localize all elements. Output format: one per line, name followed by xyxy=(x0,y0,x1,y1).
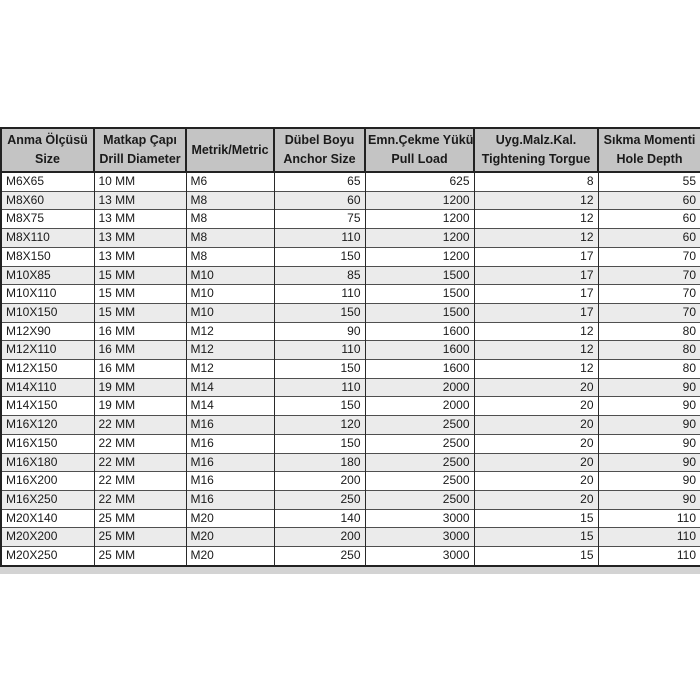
table-cell: 20 xyxy=(474,472,598,491)
table-cell: 120 xyxy=(274,416,365,435)
column-header-tightening-torque xyxy=(474,128,598,172)
table-row xyxy=(1,266,700,285)
table-cell: 20 xyxy=(474,434,598,453)
table-row xyxy=(1,472,700,491)
table-cell: M14 xyxy=(186,397,274,416)
table-cell: M6 xyxy=(186,172,274,191)
table-cell: 20 xyxy=(474,490,598,509)
table-row xyxy=(1,397,700,416)
table-cell: 25 MM xyxy=(94,528,186,547)
table-cell: 1500 xyxy=(365,285,474,304)
table-cell: 13 MM xyxy=(94,191,186,210)
table-cell: 3000 xyxy=(365,528,474,547)
table-cell: 13 MM xyxy=(94,229,186,248)
table-cell: M8 xyxy=(186,210,274,229)
table-row xyxy=(1,528,700,547)
table-row xyxy=(1,191,700,210)
table-cell: 110 xyxy=(598,547,700,566)
table-cell: 8 xyxy=(474,172,598,191)
table-row xyxy=(1,360,700,379)
table-cell: 22 MM xyxy=(94,416,186,435)
table-row xyxy=(1,547,700,566)
table-cell: 65 xyxy=(274,172,365,191)
table-cell: 60 xyxy=(274,191,365,210)
table-cell: 1200 xyxy=(365,247,474,266)
table-cell: 70 xyxy=(598,247,700,266)
table-cell: M12 xyxy=(186,360,274,379)
header-line-en: Drill Diameter xyxy=(99,152,181,166)
table-cell: 1600 xyxy=(365,341,474,360)
table-cell: 2500 xyxy=(365,434,474,453)
table-cell: 80 xyxy=(598,341,700,360)
column-header-size xyxy=(1,128,94,172)
table-cell: 1500 xyxy=(365,266,474,285)
table-cell: 15 MM xyxy=(94,285,186,304)
table-cell: 17 xyxy=(474,247,598,266)
table-cell: M20 xyxy=(186,547,274,566)
table-row xyxy=(1,210,700,229)
table-cell: M20X200 xyxy=(1,528,94,547)
table-cell: 55 xyxy=(598,172,700,191)
table-cell: 20 xyxy=(474,397,598,416)
table-cell: M20X140 xyxy=(1,509,94,528)
table-cell: 110 xyxy=(598,528,700,547)
table-cell: 80 xyxy=(598,322,700,341)
table-cell: 16 MM xyxy=(94,322,186,341)
header-line-tr: Anma Ölçüsü xyxy=(7,133,88,148)
table-row xyxy=(1,303,700,322)
table-row xyxy=(1,509,700,528)
table-cell: 90 xyxy=(598,453,700,472)
header-line-tr: Uyg.Malz.Kal. xyxy=(495,133,577,148)
table-cell: 140 xyxy=(274,509,365,528)
table-cell: M10X85 xyxy=(1,266,94,285)
header-line-en: Tightening Torgue xyxy=(481,152,591,166)
table-cell: 15 xyxy=(474,509,598,528)
table-cell: 110 xyxy=(274,285,365,304)
table-cell: 15 MM xyxy=(94,303,186,322)
table-cell: M12X110 xyxy=(1,341,94,360)
table-cell: M10 xyxy=(186,266,274,285)
table-cell: 3000 xyxy=(365,509,474,528)
table-cell: 25 MM xyxy=(94,547,186,566)
table-cell: 20 xyxy=(474,453,598,472)
table-cell: 1200 xyxy=(365,229,474,248)
table-cell: M10X110 xyxy=(1,285,94,304)
column-header-pull-load xyxy=(365,128,474,172)
table-cell: 22 MM xyxy=(94,434,186,453)
header-row xyxy=(1,128,700,172)
spec-table-container xyxy=(0,127,700,574)
table-cell: M8 xyxy=(186,191,274,210)
table-cell: 17 xyxy=(474,285,598,304)
table-cell: 22 MM xyxy=(94,453,186,472)
table-row xyxy=(1,453,700,472)
table-row xyxy=(1,247,700,266)
table-cell: M14X150 xyxy=(1,397,94,416)
table-cell: 1200 xyxy=(365,191,474,210)
header-line-tr: Sıkma Momenti xyxy=(603,133,696,148)
table-cell: M16X250 xyxy=(1,490,94,509)
table-cell: M8X60 xyxy=(1,191,94,210)
table-cell: 12 xyxy=(474,229,598,248)
table-cell: 1200 xyxy=(365,210,474,229)
table-cell: 12 xyxy=(474,191,598,210)
table-cell: 15 MM xyxy=(94,266,186,285)
table-cell: 110 xyxy=(274,341,365,360)
header-line-en: Hole Depth xyxy=(616,152,683,166)
table-cell: 1500 xyxy=(365,303,474,322)
table-cell: M12 xyxy=(186,322,274,341)
table-cell: 110 xyxy=(274,229,365,248)
table-cell: 150 xyxy=(274,360,365,379)
table-cell: 90 xyxy=(274,322,365,341)
table-cell: 15 xyxy=(474,528,598,547)
table-cell: M16 xyxy=(186,434,274,453)
table-cell: M12X150 xyxy=(1,360,94,379)
table-cell: 10 MM xyxy=(94,172,186,191)
table-cell: 12 xyxy=(474,341,598,360)
table-cell: 16 MM xyxy=(94,360,186,379)
table-cell: 3000 xyxy=(365,547,474,566)
table-cell: 250 xyxy=(274,490,365,509)
table-bottom-shadow xyxy=(0,567,700,574)
table-row xyxy=(1,285,700,304)
column-header-anchor-size xyxy=(274,128,365,172)
table-cell: M10 xyxy=(186,303,274,322)
table-cell: 22 MM xyxy=(94,490,186,509)
table-row xyxy=(1,229,700,248)
table-cell: M10X150 xyxy=(1,303,94,322)
table-cell: M16X120 xyxy=(1,416,94,435)
table-cell: M8X75 xyxy=(1,210,94,229)
table-cell: 180 xyxy=(274,453,365,472)
table-cell: 17 xyxy=(474,303,598,322)
table-cell: M14 xyxy=(186,378,274,397)
table-cell: 2000 xyxy=(365,378,474,397)
table-cell: 110 xyxy=(274,378,365,397)
table-cell: 20 xyxy=(474,378,598,397)
table-cell: 90 xyxy=(598,416,700,435)
header-line-tr: Dübel Boyu xyxy=(284,133,355,148)
table-cell: M16 xyxy=(186,490,274,509)
table-cell: 70 xyxy=(598,303,700,322)
table-cell: 13 MM xyxy=(94,210,186,229)
table-cell: 200 xyxy=(274,528,365,547)
table-cell: M8 xyxy=(186,229,274,248)
table-cell: 2500 xyxy=(365,416,474,435)
table-cell: M16 xyxy=(186,416,274,435)
table-cell: 80 xyxy=(598,360,700,379)
table-cell: M8X110 xyxy=(1,229,94,248)
table-cell: 2500 xyxy=(365,453,474,472)
table-row xyxy=(1,434,700,453)
table-cell: M8X150 xyxy=(1,247,94,266)
table-cell: 60 xyxy=(598,191,700,210)
table-cell: 85 xyxy=(274,266,365,285)
table-cell: 90 xyxy=(598,472,700,491)
table-cell: 19 MM xyxy=(94,397,186,416)
table-cell: M16X200 xyxy=(1,472,94,491)
table-cell: 75 xyxy=(274,210,365,229)
table-cell: 90 xyxy=(598,490,700,509)
table-row xyxy=(1,490,700,509)
table-cell: 1600 xyxy=(365,322,474,341)
table-cell: 12 xyxy=(474,360,598,379)
table-row xyxy=(1,172,700,191)
table-cell: M16 xyxy=(186,472,274,491)
table-cell: M20X250 xyxy=(1,547,94,566)
table-cell: 15 xyxy=(474,547,598,566)
column-header-drill-diameter xyxy=(94,128,186,172)
header-line-tr: Emn.Çekme Yükü xyxy=(368,133,474,148)
table-body xyxy=(1,172,700,566)
table-cell: 17 xyxy=(474,266,598,285)
table-cell: M20 xyxy=(186,528,274,547)
header-line-tr: Metrik/Metric xyxy=(191,142,269,157)
header-line-en: Anchor Size xyxy=(283,152,356,166)
table-cell: M12X90 xyxy=(1,322,94,341)
table-cell: 13 MM xyxy=(94,247,186,266)
table-row xyxy=(1,416,700,435)
table-cell: 200 xyxy=(274,472,365,491)
table-cell: 2500 xyxy=(365,472,474,491)
table-cell: M16X180 xyxy=(1,453,94,472)
table-row xyxy=(1,341,700,360)
table-cell: 150 xyxy=(274,303,365,322)
table-cell: 12 xyxy=(474,210,598,229)
table-cell: 150 xyxy=(274,247,365,266)
header-line-tr: Matkap Çapı xyxy=(103,133,177,148)
table-cell: 22 MM xyxy=(94,472,186,491)
anchor-spec-table xyxy=(0,127,700,567)
table-cell: 12 xyxy=(474,322,598,341)
table-cell: 60 xyxy=(598,229,700,248)
table-cell: M16X150 xyxy=(1,434,94,453)
table-cell: M8 xyxy=(186,247,274,266)
header-line-en: Size xyxy=(34,152,60,166)
table-cell: 150 xyxy=(274,434,365,453)
table-cell: 625 xyxy=(365,172,474,191)
table-cell: 20 xyxy=(474,416,598,435)
table-cell: M12 xyxy=(186,341,274,360)
column-header-hole-depth xyxy=(598,128,700,172)
table-cell: 2000 xyxy=(365,397,474,416)
table-cell: 1600 xyxy=(365,360,474,379)
table-cell: 110 xyxy=(598,509,700,528)
table-cell: 19 MM xyxy=(94,378,186,397)
table-cell: 250 xyxy=(274,547,365,566)
table-cell: 90 xyxy=(598,434,700,453)
table-cell: 70 xyxy=(598,285,700,304)
table-cell: 25 MM xyxy=(94,509,186,528)
table-cell: 90 xyxy=(598,397,700,416)
table-row xyxy=(1,378,700,397)
table-cell: M10 xyxy=(186,285,274,304)
table-cell: 150 xyxy=(274,397,365,416)
table-cell: M20 xyxy=(186,509,274,528)
table-cell: 16 MM xyxy=(94,341,186,360)
table-cell: M16 xyxy=(186,453,274,472)
table-cell: 60 xyxy=(598,210,700,229)
header-line-en: Pull Load xyxy=(391,152,448,166)
column-header-metric xyxy=(186,128,274,172)
table-cell: 70 xyxy=(598,266,700,285)
table-cell: M14X110 xyxy=(1,378,94,397)
table-cell: 2500 xyxy=(365,490,474,509)
table-cell: 90 xyxy=(598,378,700,397)
table-cell: M6X65 xyxy=(1,172,94,191)
table-row xyxy=(1,322,700,341)
